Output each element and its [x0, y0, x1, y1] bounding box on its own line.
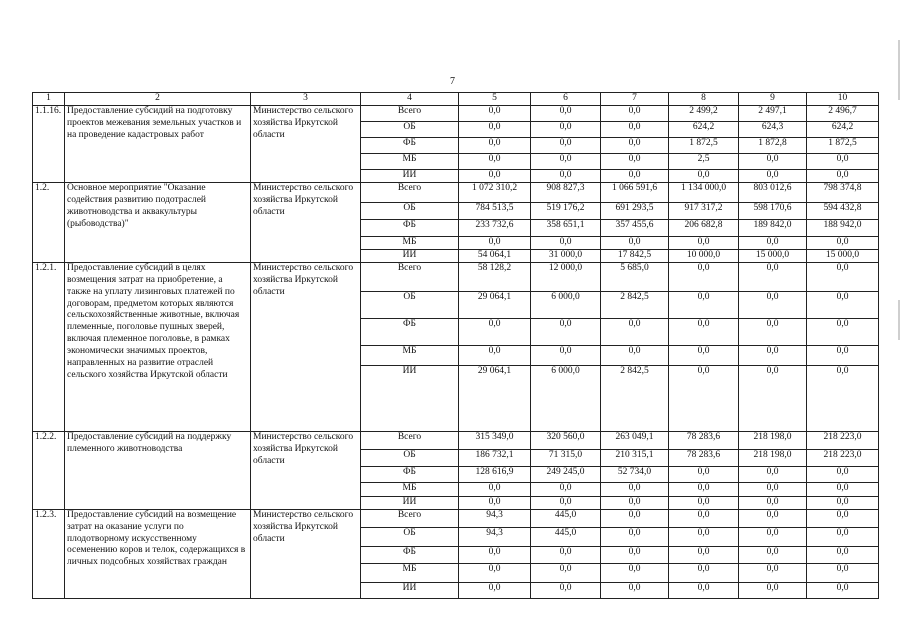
amount-cell: 0,0 [531, 153, 601, 169]
funding-source: ОБ [361, 202, 459, 219]
amount-cell: 210 315,1 [601, 449, 669, 466]
amount-cell: 6 000,0 [531, 291, 601, 318]
amount-cell: 0,0 [807, 563, 879, 582]
amount-cell: 0,0 [601, 345, 669, 365]
amount-cell: 0,0 [531, 105, 601, 121]
item-code: 1.2. [33, 182, 65, 262]
header-cell: 2 [65, 93, 251, 106]
item-description: Предоставление субсидий на подготовку проектов межевания земельных участков и на проведение кадастровых работ [65, 105, 251, 182]
funding-source: Всего [361, 105, 459, 121]
item-executor: Министерство сельского хозяйства Иркутской области [251, 262, 361, 431]
amount-cell: 0,0 [807, 509, 879, 527]
header-cell: 4 [361, 93, 459, 106]
amount-cell: 6 000,0 [531, 365, 601, 431]
amount-cell: 0,0 [669, 527, 739, 546]
item-description: Предоставление субсидий на поддержку племенного животноводства [65, 431, 251, 509]
amount-cell: 2 842,5 [601, 291, 669, 318]
amount-cell: 0,0 [739, 582, 807, 598]
amount-cell: 2 496,7 [807, 105, 879, 121]
amount-cell: 206 682,8 [669, 219, 739, 236]
funding-source: МБ [361, 236, 459, 249]
item-description: Предоставление субсидий на возмещение затрат на оказание услуги по плодотворному искусственному осеменению коров и телок, содержащихся в личных подсобных хозяйствах граждан [65, 509, 251, 598]
amount-cell: 17 842,5 [601, 249, 669, 262]
amount-cell: 0,0 [739, 496, 807, 509]
amount-cell: 594 432,8 [807, 202, 879, 219]
amount-cell: 624,3 [739, 121, 807, 137]
amount-cell: 0,0 [601, 496, 669, 509]
amount-cell: 0,0 [807, 365, 879, 431]
item-description: Основное мероприятие "Оказание содействия развитию подотраслей животноводства и аквакультуры (рыбоводства)" [65, 182, 251, 262]
amount-cell: 0,0 [739, 318, 807, 345]
budget-table [32, 92, 879, 599]
amount-cell: 784 513,5 [459, 202, 531, 219]
item-executor: Министерство сельского хозяйства Иркутской области [251, 509, 361, 598]
amount-cell: 320 560,0 [531, 431, 601, 449]
amount-cell: 0,0 [807, 582, 879, 598]
amount-cell: 249 245,0 [531, 466, 601, 482]
amount-cell: 78 283,6 [669, 449, 739, 466]
table-body [33, 93, 879, 599]
amount-cell: 5 685,0 [601, 262, 669, 291]
amount-cell: 0,0 [531, 546, 601, 563]
amount-cell: 71 315,0 [531, 449, 601, 466]
header-cell: 1 [33, 93, 65, 106]
amount-cell: 0,0 [459, 121, 531, 137]
amount-cell: 0,0 [669, 563, 739, 582]
funding-source: ФБ [361, 137, 459, 153]
amount-cell: 1 134 000,0 [669, 182, 739, 202]
amount-cell: 0,0 [807, 496, 879, 509]
amount-cell: 0,0 [459, 546, 531, 563]
amount-cell: 0,0 [601, 509, 669, 527]
amount-cell: 78 283,6 [669, 431, 739, 449]
funding-source: ОБ [361, 449, 459, 466]
funding-source: ФБ [361, 219, 459, 236]
funding-source: МБ [361, 345, 459, 365]
amount-cell: 0,0 [531, 318, 601, 345]
amount-cell: 54 064,1 [459, 249, 531, 262]
amount-cell: 58 128,2 [459, 262, 531, 291]
amount-cell: 0,0 [531, 482, 601, 496]
amount-cell: 0,0 [669, 466, 739, 482]
amount-cell: 0,0 [601, 153, 669, 169]
funding-source: ИИ [361, 365, 459, 431]
funding-source: ОБ [361, 291, 459, 318]
header-cell: 8 [669, 93, 739, 106]
amount-cell: 10 000,0 [669, 249, 739, 262]
amount-cell: 31 000,0 [531, 249, 601, 262]
amount-cell: 1 872,8 [739, 137, 807, 153]
amount-cell: 0,0 [739, 482, 807, 496]
amount-cell: 1 872,5 [669, 137, 739, 153]
amount-cell: 0,0 [807, 169, 879, 182]
amount-cell: 0,0 [807, 546, 879, 563]
amount-cell: 0,0 [601, 527, 669, 546]
amount-cell: 218 198,0 [739, 431, 807, 449]
funding-source: МБ [361, 482, 459, 496]
amount-cell: 917 317,2 [669, 202, 739, 219]
table-row [33, 182, 879, 202]
amount-cell: 0,0 [531, 121, 601, 137]
amount-cell: 0,0 [739, 527, 807, 546]
amount-cell: 908 827,3 [531, 182, 601, 202]
item-code: 1.1.16. [33, 105, 65, 182]
amount-cell: 128 616,9 [459, 466, 531, 482]
amount-cell: 624,2 [669, 121, 739, 137]
funding-source: МБ [361, 563, 459, 582]
amount-cell: 15 000,0 [739, 249, 807, 262]
funding-source: ОБ [361, 121, 459, 137]
amount-cell: 0,0 [459, 137, 531, 153]
amount-cell: 0,0 [739, 509, 807, 527]
amount-cell: 218 223,0 [807, 431, 879, 449]
scan-edge-mark [898, 40, 900, 100]
amount-cell: 0,0 [601, 582, 669, 598]
amount-cell: 218 223,0 [807, 449, 879, 466]
header-cell: 9 [739, 93, 807, 106]
amount-cell: 189 842,0 [739, 219, 807, 236]
amount-cell: 0,0 [601, 563, 669, 582]
amount-cell: 0,0 [531, 236, 601, 249]
amount-cell: 0,0 [601, 236, 669, 249]
header-cell: 7 [601, 93, 669, 106]
amount-cell: 2 499,2 [669, 105, 739, 121]
amount-cell: 2 842,5 [601, 365, 669, 431]
amount-cell: 218 198,0 [739, 449, 807, 466]
amount-cell: 0,0 [739, 153, 807, 169]
amount-cell: 445,0 [531, 509, 601, 527]
table-row [33, 105, 879, 121]
amount-cell: 12 000,0 [531, 262, 601, 291]
amount-cell: 0,0 [669, 318, 739, 345]
funding-source: ИИ [361, 582, 459, 598]
funding-source: Всего [361, 509, 459, 527]
amount-cell: 803 012,6 [739, 182, 807, 202]
amount-cell: 0,0 [739, 291, 807, 318]
amount-cell: 0,0 [669, 496, 739, 509]
amount-cell: 0,0 [459, 169, 531, 182]
amount-cell: 0,0 [669, 262, 739, 291]
amount-cell: 0,0 [669, 509, 739, 527]
amount-cell: 0,0 [669, 345, 739, 365]
item-code: 1.2.3. [33, 509, 65, 598]
funding-source: Всего [361, 262, 459, 291]
amount-cell: 0,0 [601, 137, 669, 153]
header-row [33, 93, 879, 106]
amount-cell: 445,0 [531, 527, 601, 546]
amount-cell: 0,0 [601, 318, 669, 345]
amount-cell: 15 000,0 [807, 249, 879, 262]
amount-cell: 598 170,6 [739, 202, 807, 219]
amount-cell: 0,0 [669, 169, 739, 182]
amount-cell: 0,0 [739, 546, 807, 563]
amount-cell: 263 049,1 [601, 431, 669, 449]
amount-cell: 0,0 [531, 563, 601, 582]
amount-cell: 0,0 [739, 466, 807, 482]
amount-cell: 0,0 [807, 291, 879, 318]
table-row [33, 509, 879, 527]
funding-source: ФБ [361, 466, 459, 482]
page-number: 7 [450, 76, 455, 87]
amount-cell: 357 455,6 [601, 219, 669, 236]
amount-cell: 519 176,2 [531, 202, 601, 219]
amount-cell: 0,0 [807, 262, 879, 291]
amount-cell: 0,0 [669, 582, 739, 598]
amount-cell: 0,0 [531, 137, 601, 153]
amount-cell: 798 374,8 [807, 182, 879, 202]
amount-cell: 691 293,5 [601, 202, 669, 219]
header-cell: 3 [251, 93, 361, 106]
header-cell: 5 [459, 93, 531, 106]
amount-cell: 0,0 [459, 153, 531, 169]
funding-source: ОБ [361, 527, 459, 546]
amount-cell: 0,0 [459, 345, 531, 365]
funding-source: ИИ [361, 169, 459, 182]
item-executor: Министерство сельского хозяйства Иркутской области [251, 431, 361, 509]
amount-cell: 0,0 [739, 345, 807, 365]
item-executor: Министерство сельского хозяйства Иркутской области [251, 182, 361, 262]
table-row [33, 262, 879, 291]
amount-cell: 0,0 [669, 365, 739, 431]
amount-cell: 0,0 [601, 105, 669, 121]
amount-cell: 233 732,6 [459, 219, 531, 236]
amount-cell: 0,0 [459, 482, 531, 496]
amount-cell: 0,0 [531, 345, 601, 365]
item-code: 1.2.2. [33, 431, 65, 509]
amount-cell: 315 349,0 [459, 431, 531, 449]
amount-cell: 0,0 [459, 105, 531, 121]
amount-cell: 0,0 [807, 527, 879, 546]
amount-cell: 0,0 [669, 482, 739, 496]
amount-cell: 0,0 [531, 582, 601, 598]
scan-edge-mark [898, 300, 900, 340]
amount-cell: 29 064,1 [459, 365, 531, 431]
item-executor: Министерство сельского хозяйства Иркутской области [251, 105, 361, 182]
amount-cell: 0,0 [739, 563, 807, 582]
amount-cell: 0,0 [669, 236, 739, 249]
amount-cell: 0,0 [531, 169, 601, 182]
amount-cell: 94,3 [459, 509, 531, 527]
amount-cell: 0,0 [739, 236, 807, 249]
amount-cell: 0,0 [601, 546, 669, 563]
amount-cell: 0,0 [807, 236, 879, 249]
funding-source: ИИ [361, 249, 459, 262]
amount-cell: 29 064,1 [459, 291, 531, 318]
funding-source: Всего [361, 431, 459, 449]
funding-source: ИИ [361, 496, 459, 509]
amount-cell: 0,0 [531, 496, 601, 509]
amount-cell: 358 651,1 [531, 219, 601, 236]
amount-cell: 2,5 [669, 153, 739, 169]
amount-cell: 0,0 [739, 169, 807, 182]
amount-cell: 0,0 [459, 582, 531, 598]
amount-cell: 0,0 [459, 318, 531, 345]
amount-cell: 0,0 [669, 546, 739, 563]
amount-cell: 0,0 [807, 345, 879, 365]
amount-cell: 52 734,0 [601, 466, 669, 482]
amount-cell: 0,0 [601, 169, 669, 182]
amount-cell: 0,0 [807, 482, 879, 496]
table-row [33, 431, 879, 449]
amount-cell: 188 942,0 [807, 219, 879, 236]
amount-cell: 0,0 [807, 466, 879, 482]
amount-cell: 0,0 [669, 291, 739, 318]
amount-cell: 186 732,1 [459, 449, 531, 466]
amount-cell: 0,0 [601, 121, 669, 137]
funding-source: МБ [361, 153, 459, 169]
amount-cell: 2 497,1 [739, 105, 807, 121]
item-description: Предоставление субсидий в целях возмещения затрат на приобретение, а также на уплату лизинговых платежей по договорам, предметом которых являются сельскохозяйственные животные, включая племенные, поголовье пушных зверей, включая племенное поголовье, в рамках экономически значимых проектов, направленных на развитие отраслей сельского хозяйства Иркутской области [65, 262, 251, 431]
amount-cell: 0,0 [459, 236, 531, 249]
amount-cell: 94,3 [459, 527, 531, 546]
amount-cell: 0,0 [807, 153, 879, 169]
funding-source: ФБ [361, 546, 459, 563]
funding-source: Всего [361, 182, 459, 202]
amount-cell: 0,0 [459, 563, 531, 582]
amount-cell: 624,2 [807, 121, 879, 137]
amount-cell: 1 072 310,2 [459, 182, 531, 202]
amount-cell: 0,0 [601, 482, 669, 496]
amount-cell: 0,0 [459, 496, 531, 509]
funding-source: ФБ [361, 318, 459, 345]
amount-cell: 0,0 [807, 318, 879, 345]
amount-cell: 0,0 [739, 365, 807, 431]
header-cell: 6 [531, 93, 601, 106]
header-cell: 10 [807, 93, 879, 106]
amount-cell: 1 872,5 [807, 137, 879, 153]
item-code: 1.2.1. [33, 262, 65, 431]
amount-cell: 0,0 [739, 262, 807, 291]
amount-cell: 1 066 591,6 [601, 182, 669, 202]
